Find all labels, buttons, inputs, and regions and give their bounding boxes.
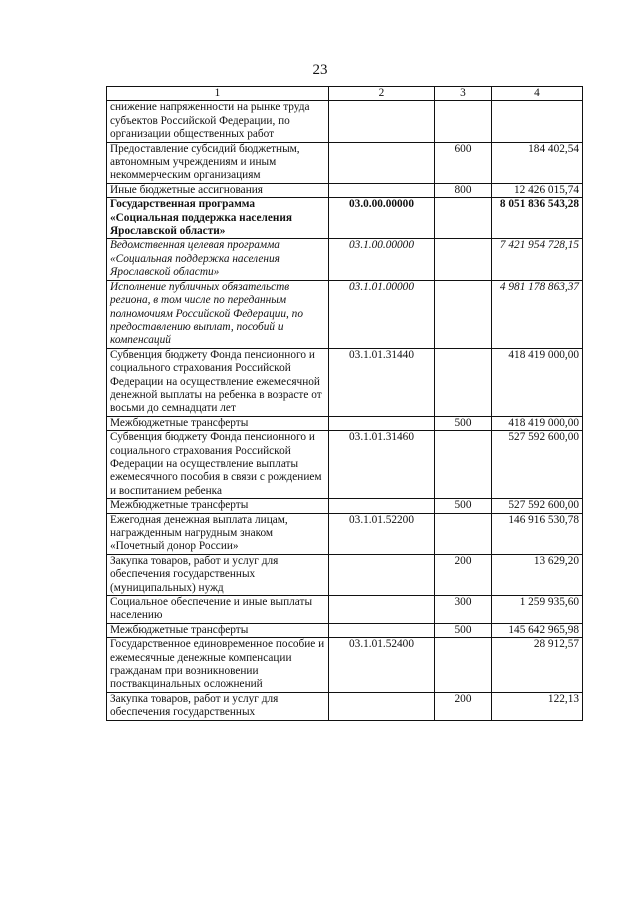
table-row	[107, 348, 583, 416]
row-amount-cell: 184 402,54	[492, 142, 583, 183]
row-type-cell: 500	[435, 416, 492, 430]
row-name-cell: Социальное обеспечение и иные выплаты населению	[107, 596, 329, 624]
column-header-2: 2	[329, 87, 435, 101]
row-code-cell: 03.1.01.31460	[329, 431, 435, 499]
row-amount-cell: 28 912,57	[492, 638, 583, 693]
table-row	[107, 142, 583, 183]
table-row	[107, 101, 583, 142]
row-amount-cell: 527 592 600,00	[492, 499, 583, 513]
row-amount-cell: 527 592 600,00	[492, 431, 583, 499]
row-name-cell: снижение напряженности на рынке труда субъектов Российской Федерации, по организации общественных работ	[107, 101, 329, 142]
row-name-cell: Межбюджетные трансферты	[107, 623, 329, 637]
table-row	[107, 554, 583, 595]
row-code-cell: 03.1.01.52400	[329, 638, 435, 693]
row-type-cell: 200	[435, 692, 492, 720]
budget-table	[106, 86, 583, 721]
row-name-cell: Предоставление субсидий бюджетным, автономным учреждениям и иным некоммерческим организациям	[107, 142, 329, 183]
row-name-cell: Иные бюджетные ассигнования	[107, 183, 329, 197]
row-name-cell: Субвенция бюджету Фонда пенсионного и социального страхования Российской Федерации на осуществление выплаты ежемесячного пособия в связи с рождением и воспитанием ребенка	[107, 431, 329, 499]
row-name-cell: Государственное единовременное пособие и ежемесячные денежные компенсации гражданам при возникновении поствакцинальных осложнений	[107, 638, 329, 693]
table-row	[107, 198, 583, 239]
row-name-cell: Закупка товаров, работ и услуг для обеспечения государственных (муниципальных) нужд	[107, 554, 329, 595]
table-row	[107, 692, 583, 720]
row-type-cell	[435, 638, 492, 693]
row-code-cell	[329, 416, 435, 430]
row-type-cell	[435, 101, 492, 142]
table-row	[107, 431, 583, 499]
table-row	[107, 596, 583, 624]
row-code-cell: 03.1.01.31440	[329, 348, 435, 416]
row-type-cell: 500	[435, 499, 492, 513]
row-type-cell: 300	[435, 596, 492, 624]
row-amount-cell: 122,13	[492, 692, 583, 720]
table-row	[107, 513, 583, 554]
row-amount-cell: 1 259 935,60	[492, 596, 583, 624]
row-code-cell	[329, 142, 435, 183]
table-row	[107, 280, 583, 348]
row-type-cell	[435, 280, 492, 348]
table-row	[107, 416, 583, 430]
table-row	[107, 239, 583, 280]
row-name-cell: Межбюджетные трансферты	[107, 499, 329, 513]
row-name-cell: Исполнение публичных обязательств региона, в том числе по переданным полномочиям Российской Федерации, по предоставлению выплат, пособий и компенсаций	[107, 280, 329, 348]
table-row	[107, 183, 583, 197]
column-header-1: 1	[107, 87, 329, 101]
row-code-cell	[329, 623, 435, 637]
row-type-cell: 800	[435, 183, 492, 197]
row-type-cell	[435, 198, 492, 239]
row-amount-cell: 7 421 954 728,15	[492, 239, 583, 280]
row-code-cell	[329, 101, 435, 142]
table-row	[107, 638, 583, 693]
column-header-4: 4	[492, 87, 583, 101]
row-type-cell: 500	[435, 623, 492, 637]
row-code-cell	[329, 596, 435, 624]
row-type-cell: 200	[435, 554, 492, 595]
row-amount-cell: 4 981 178 863,37	[492, 280, 583, 348]
row-code-cell	[329, 692, 435, 720]
row-amount-cell: 418 419 000,00	[492, 348, 583, 416]
row-name-cell: Субвенция бюджету Фонда пенсионного и социального страхования Российской Федерации на осуществление ежемесячной денежной выплаты на ребенка в возрасте от восьми до семнадцати лет	[107, 348, 329, 416]
row-code-cell: 03.0.00.00000	[329, 198, 435, 239]
row-type-cell	[435, 431, 492, 499]
page-number: 23	[312, 62, 328, 78]
row-type-cell	[435, 513, 492, 554]
row-code-cell	[329, 554, 435, 595]
row-amount-cell: 146 916 530,78	[492, 513, 583, 554]
row-type-cell	[435, 348, 492, 416]
row-amount-cell: 13 629,20	[492, 554, 583, 595]
row-amount-cell: 8 051 836 543,28	[492, 198, 583, 239]
table-row	[107, 623, 583, 637]
row-type-cell: 600	[435, 142, 492, 183]
row-name-cell: Ведомственная целевая программа «Социальная поддержка населения Ярославской области»	[107, 239, 329, 280]
row-code-cell: 03.1.01.00000	[329, 280, 435, 348]
row-name-cell: Государственная программа «Социальная поддержка населения Ярославской области»	[107, 198, 329, 239]
table-row	[107, 499, 583, 513]
row-name-cell: Межбюджетные трансферты	[107, 416, 329, 430]
row-type-cell	[435, 239, 492, 280]
budget-table-body	[107, 87, 583, 721]
row-code-cell: 03.1.01.52200	[329, 513, 435, 554]
row-name-cell: Ежегодная денежная выплата лицам, награжденным нагрудным знаком «Почетный донор России»	[107, 513, 329, 554]
table-header-row	[107, 87, 583, 101]
row-amount-cell: 12 426 015,74	[492, 183, 583, 197]
row-amount-cell: 145 642 965,98	[492, 623, 583, 637]
row-code-cell	[329, 499, 435, 513]
row-name-cell: Закупка товаров, работ и услуг для обеспечения государственных	[107, 692, 329, 720]
row-code-cell	[329, 183, 435, 197]
row-amount-cell: 418 419 000,00	[492, 416, 583, 430]
row-amount-cell	[492, 101, 583, 142]
column-header-3: 3	[435, 87, 492, 101]
row-code-cell: 03.1.00.00000	[329, 239, 435, 280]
